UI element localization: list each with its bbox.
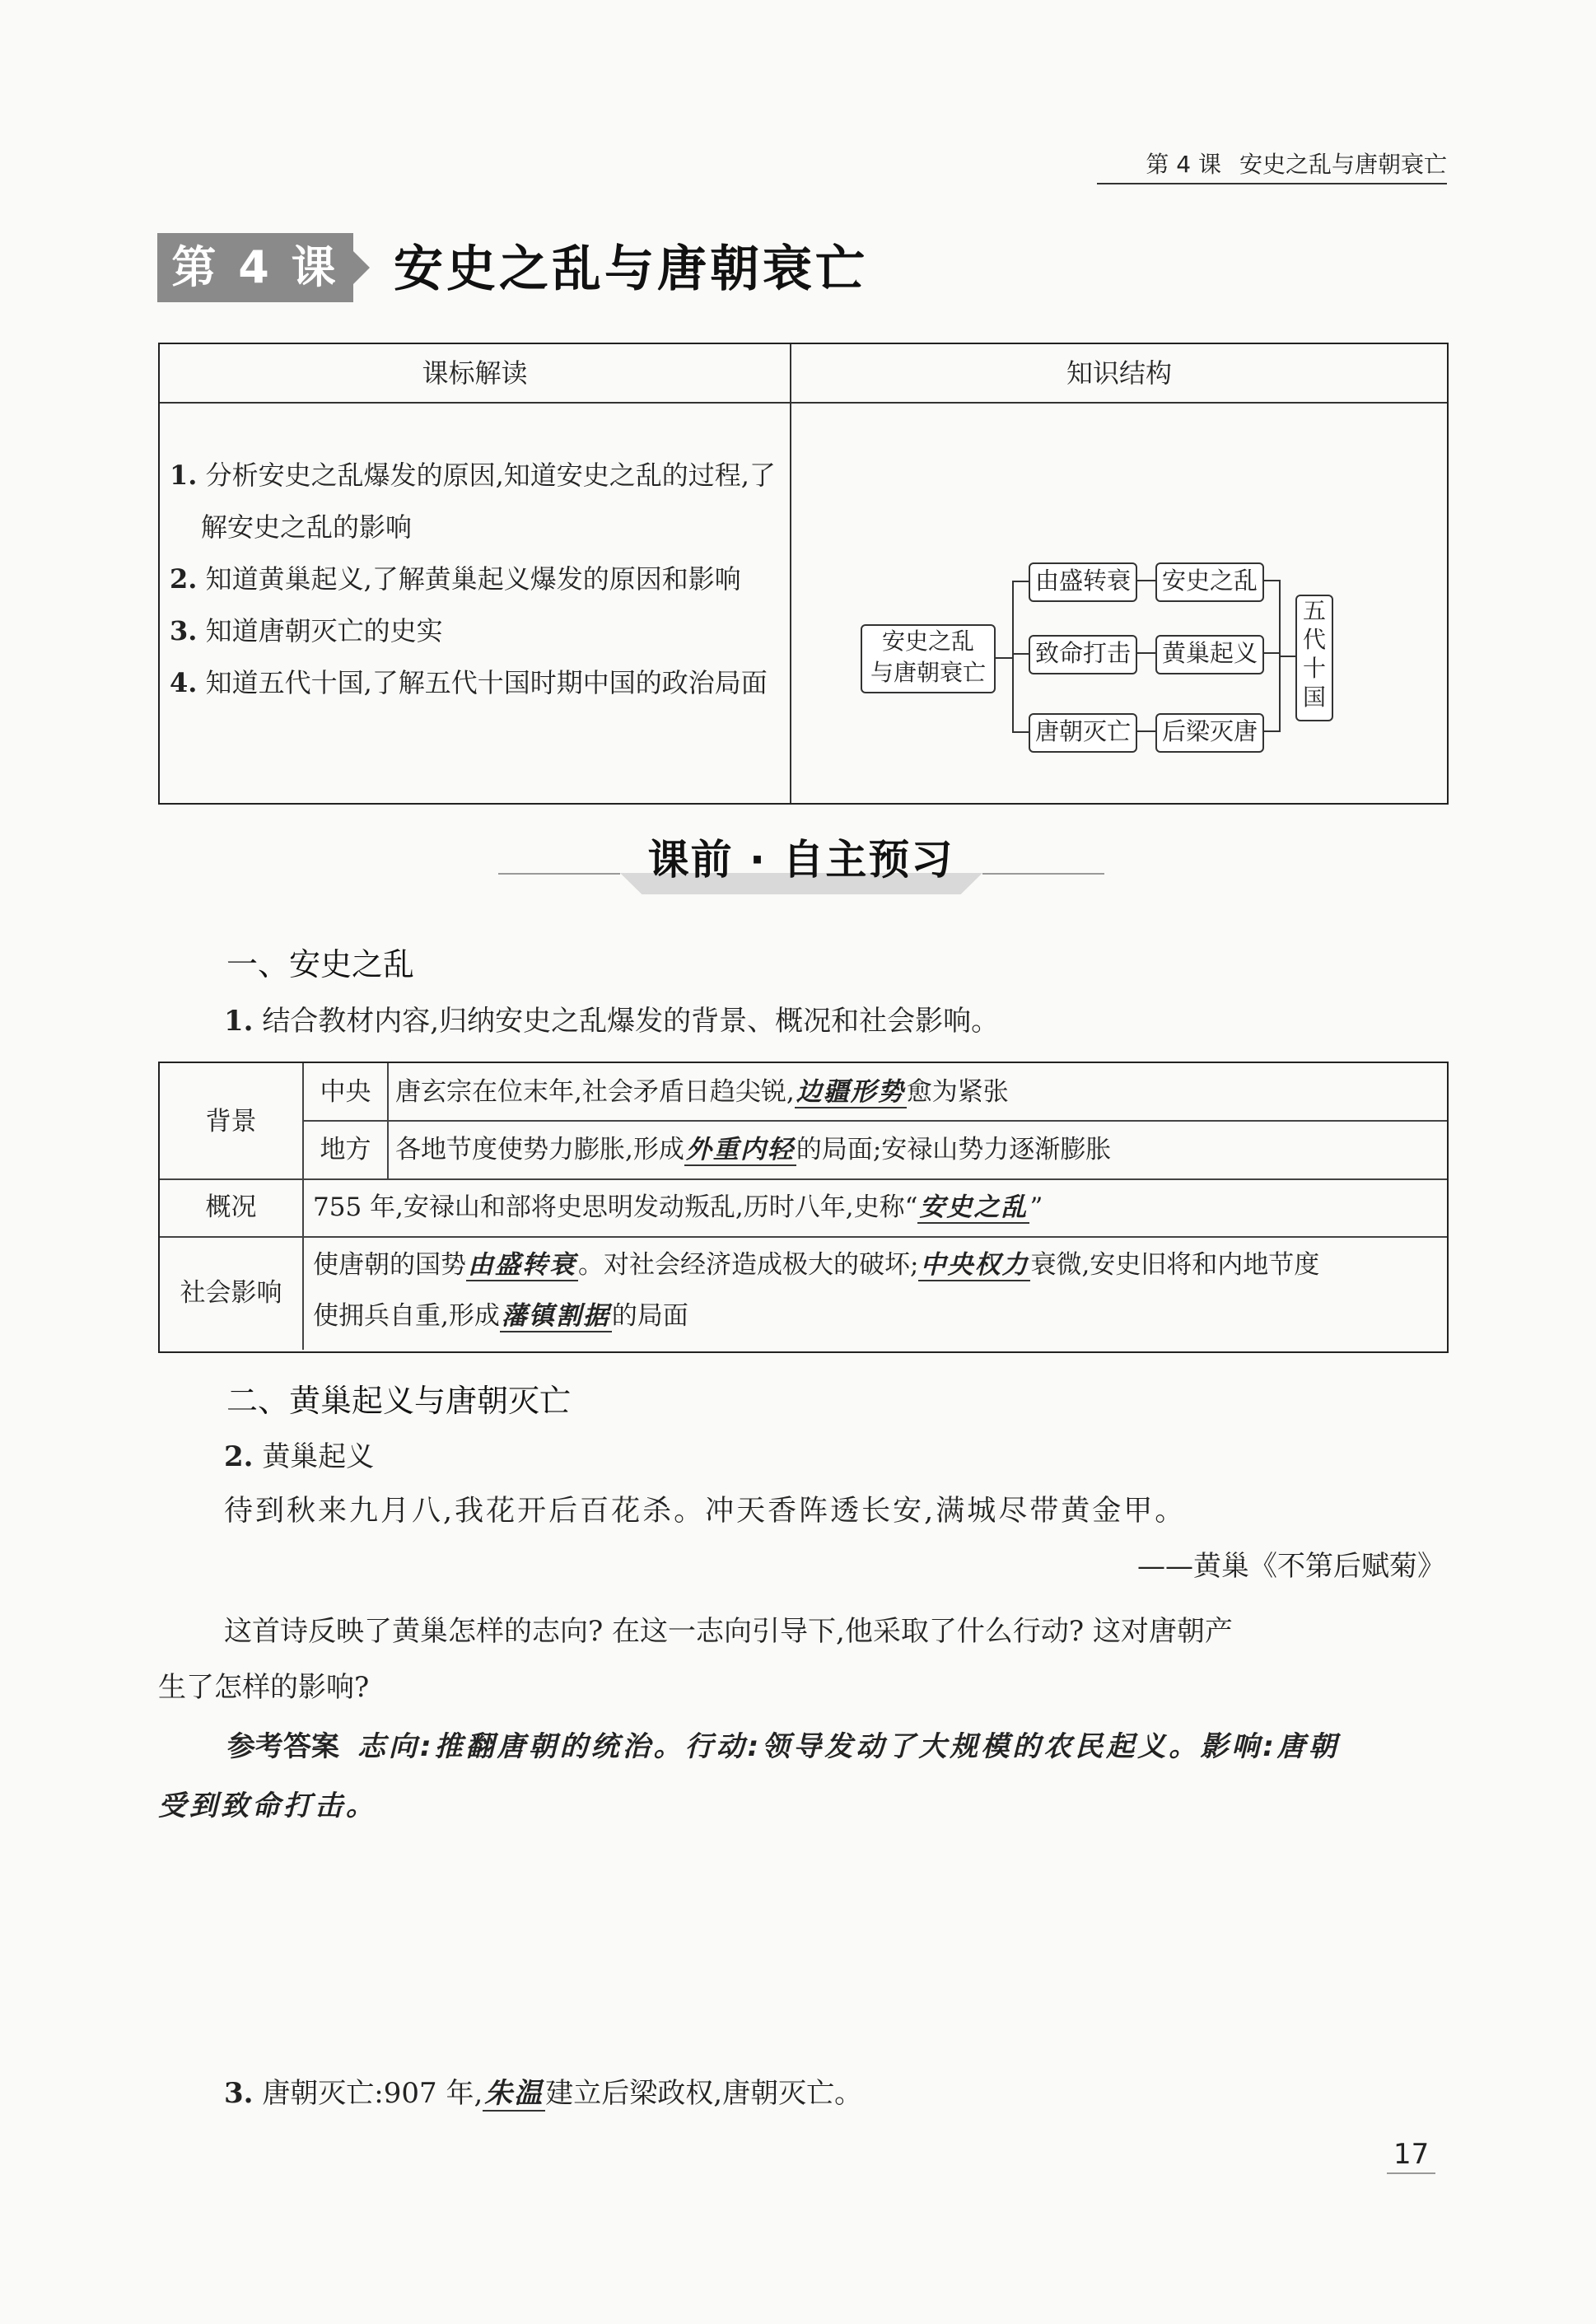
table-divider <box>160 1178 1447 1180</box>
structure-mid-2: 致命打击 <box>1029 635 1137 674</box>
table-divider <box>160 1236 1447 1238</box>
cell-central: 唐玄宗在位末年,社会矛盾日趋尖锐,边疆形势愈为紧张 <box>395 1077 1009 1107</box>
row-label-overview: 概况 <box>205 1192 257 1222</box>
structure-header: 知识结构 <box>1066 357 1172 389</box>
question-3: 3. 唐朝灭亡:907 年,朱温建立后梁政权,唐朝灭亡。 <box>224 2077 863 2110</box>
question-1: 1. 结合教材内容,归纳安史之乱爆发的背景、概况和社会影响。 <box>224 1005 1000 1038</box>
structure-end: 五 代 十 国 <box>1295 595 1333 721</box>
section-heading: 二、黄巢起义与唐朝灭亡 <box>226 1383 572 1419</box>
curriculum-goals <box>170 450 779 709</box>
running-header <box>1097 147 1447 184</box>
structure-root: 安史之乱 与唐朝衰亡 <box>861 624 996 693</box>
row-label-background: 背景 <box>205 1107 257 1136</box>
answer-blank: 朱温 <box>484 2077 544 2110</box>
structure-right-2: 黄巢起义 <box>1155 635 1264 674</box>
connector <box>1262 580 1279 581</box>
table-divider <box>304 1120 1447 1122</box>
answer-blank: 边疆形势 <box>796 1077 905 1107</box>
connector <box>1136 580 1155 581</box>
structure-right-1: 安史之乱 <box>1155 562 1264 602</box>
lesson-title: 安史之乱与唐朝衰亡 <box>394 240 868 298</box>
connector <box>1262 652 1279 654</box>
structure-right-3: 后梁灭唐 <box>1155 713 1264 753</box>
connector <box>994 657 1012 659</box>
connector <box>1012 731 1029 733</box>
section-banner <box>498 830 1104 896</box>
knowledge-structure-diagram <box>791 404 1447 803</box>
lesson-badge: 第 4 课 <box>157 233 353 302</box>
goal-item: 2. 知道黄巢起义,了解黄巢起义爆发的原因和影响 <box>170 563 741 595</box>
connector <box>1136 730 1155 732</box>
poem: 待到秋来九月八,我花开后百花杀。冲天香阵透长安,满城尽带黄金甲。 <box>224 1495 1187 1528</box>
row-label-local: 地方 <box>320 1135 371 1164</box>
answer-blank: 藩镇割据 <box>501 1301 610 1331</box>
section-heading: 一、安史之乱 <box>226 946 415 982</box>
connector <box>1012 653 1029 655</box>
structure-mid-1: 由盛转衰 <box>1029 562 1137 602</box>
poem-source: ——黄巢《不第后赋菊》 <box>1137 1550 1445 1583</box>
answer-blank: 中央权力 <box>920 1250 1029 1280</box>
connector <box>1012 581 1014 733</box>
preview-table <box>158 1062 1449 1353</box>
connector <box>1281 656 1295 657</box>
cell-local: 各地节度使势力膨胀,形成外重内轻的局面;安禄山势力逐渐膨胀 <box>395 1135 1112 1164</box>
goal-item: 3. 知道唐朝灭亡的史实 <box>170 615 443 646</box>
curriculum-header: 课标解读 <box>422 357 528 389</box>
connector <box>1136 652 1155 654</box>
connector <box>1012 581 1029 582</box>
row-label-impact: 社会影响 <box>180 1278 282 1308</box>
answer-blank: 外重内轻 <box>685 1135 795 1164</box>
answer-blank: 由盛转衰 <box>468 1250 576 1280</box>
question-2-text: 这首诗反映了黄巢怎样的志向? 在这一志向引导下,他采取了什么行动? 这对唐朝产 生了怎样的影响? <box>158 1615 1233 1704</box>
answer-label: 参考答案 <box>227 1730 339 1763</box>
running-header-title: 安史之乱与唐朝衰亡 <box>1239 151 1447 178</box>
cell-impact: 使唐朝的国势由盛转衰。对社会经济造成极大的破坏;中央权力衰微,安史旧将和内地节度 使拥兵自重,形成藩镇割据的局面 <box>313 1250 1320 1331</box>
connector <box>1262 730 1279 732</box>
goal-item: 1. 分析安史之乱爆发的原因,知道安史之乱的过程,了解安史之乱的影响 <box>170 460 776 543</box>
question-2-title: 2. 黄巢起义 <box>224 1440 375 1473</box>
row-label-central: 中央 <box>320 1077 371 1107</box>
reference-answer: 参考答案 志向:推翻唐朝的统治。行动:领导发动了大规模的农民起义。影响:唐朝 受到致命打击。 <box>158 1730 1340 1822</box>
cell-overview: 755 年,安禄山和部将史思明发动叛乱,历时八年,史称“安史之乱” <box>313 1192 1043 1222</box>
goal-item: 4. 知道五代十国,了解五代十国时期中国的政治局面 <box>170 667 768 698</box>
answer-blank: 安史之乱 <box>919 1192 1029 1222</box>
running-header-lesson: 第 4 课 <box>1146 151 1221 178</box>
curriculum-table <box>158 343 1449 805</box>
section-banner-title: 课前 · 自主预习 <box>647 836 954 884</box>
page-number: 17 <box>1387 2138 1435 2174</box>
structure-mid-3: 唐朝灭亡 <box>1029 713 1137 753</box>
